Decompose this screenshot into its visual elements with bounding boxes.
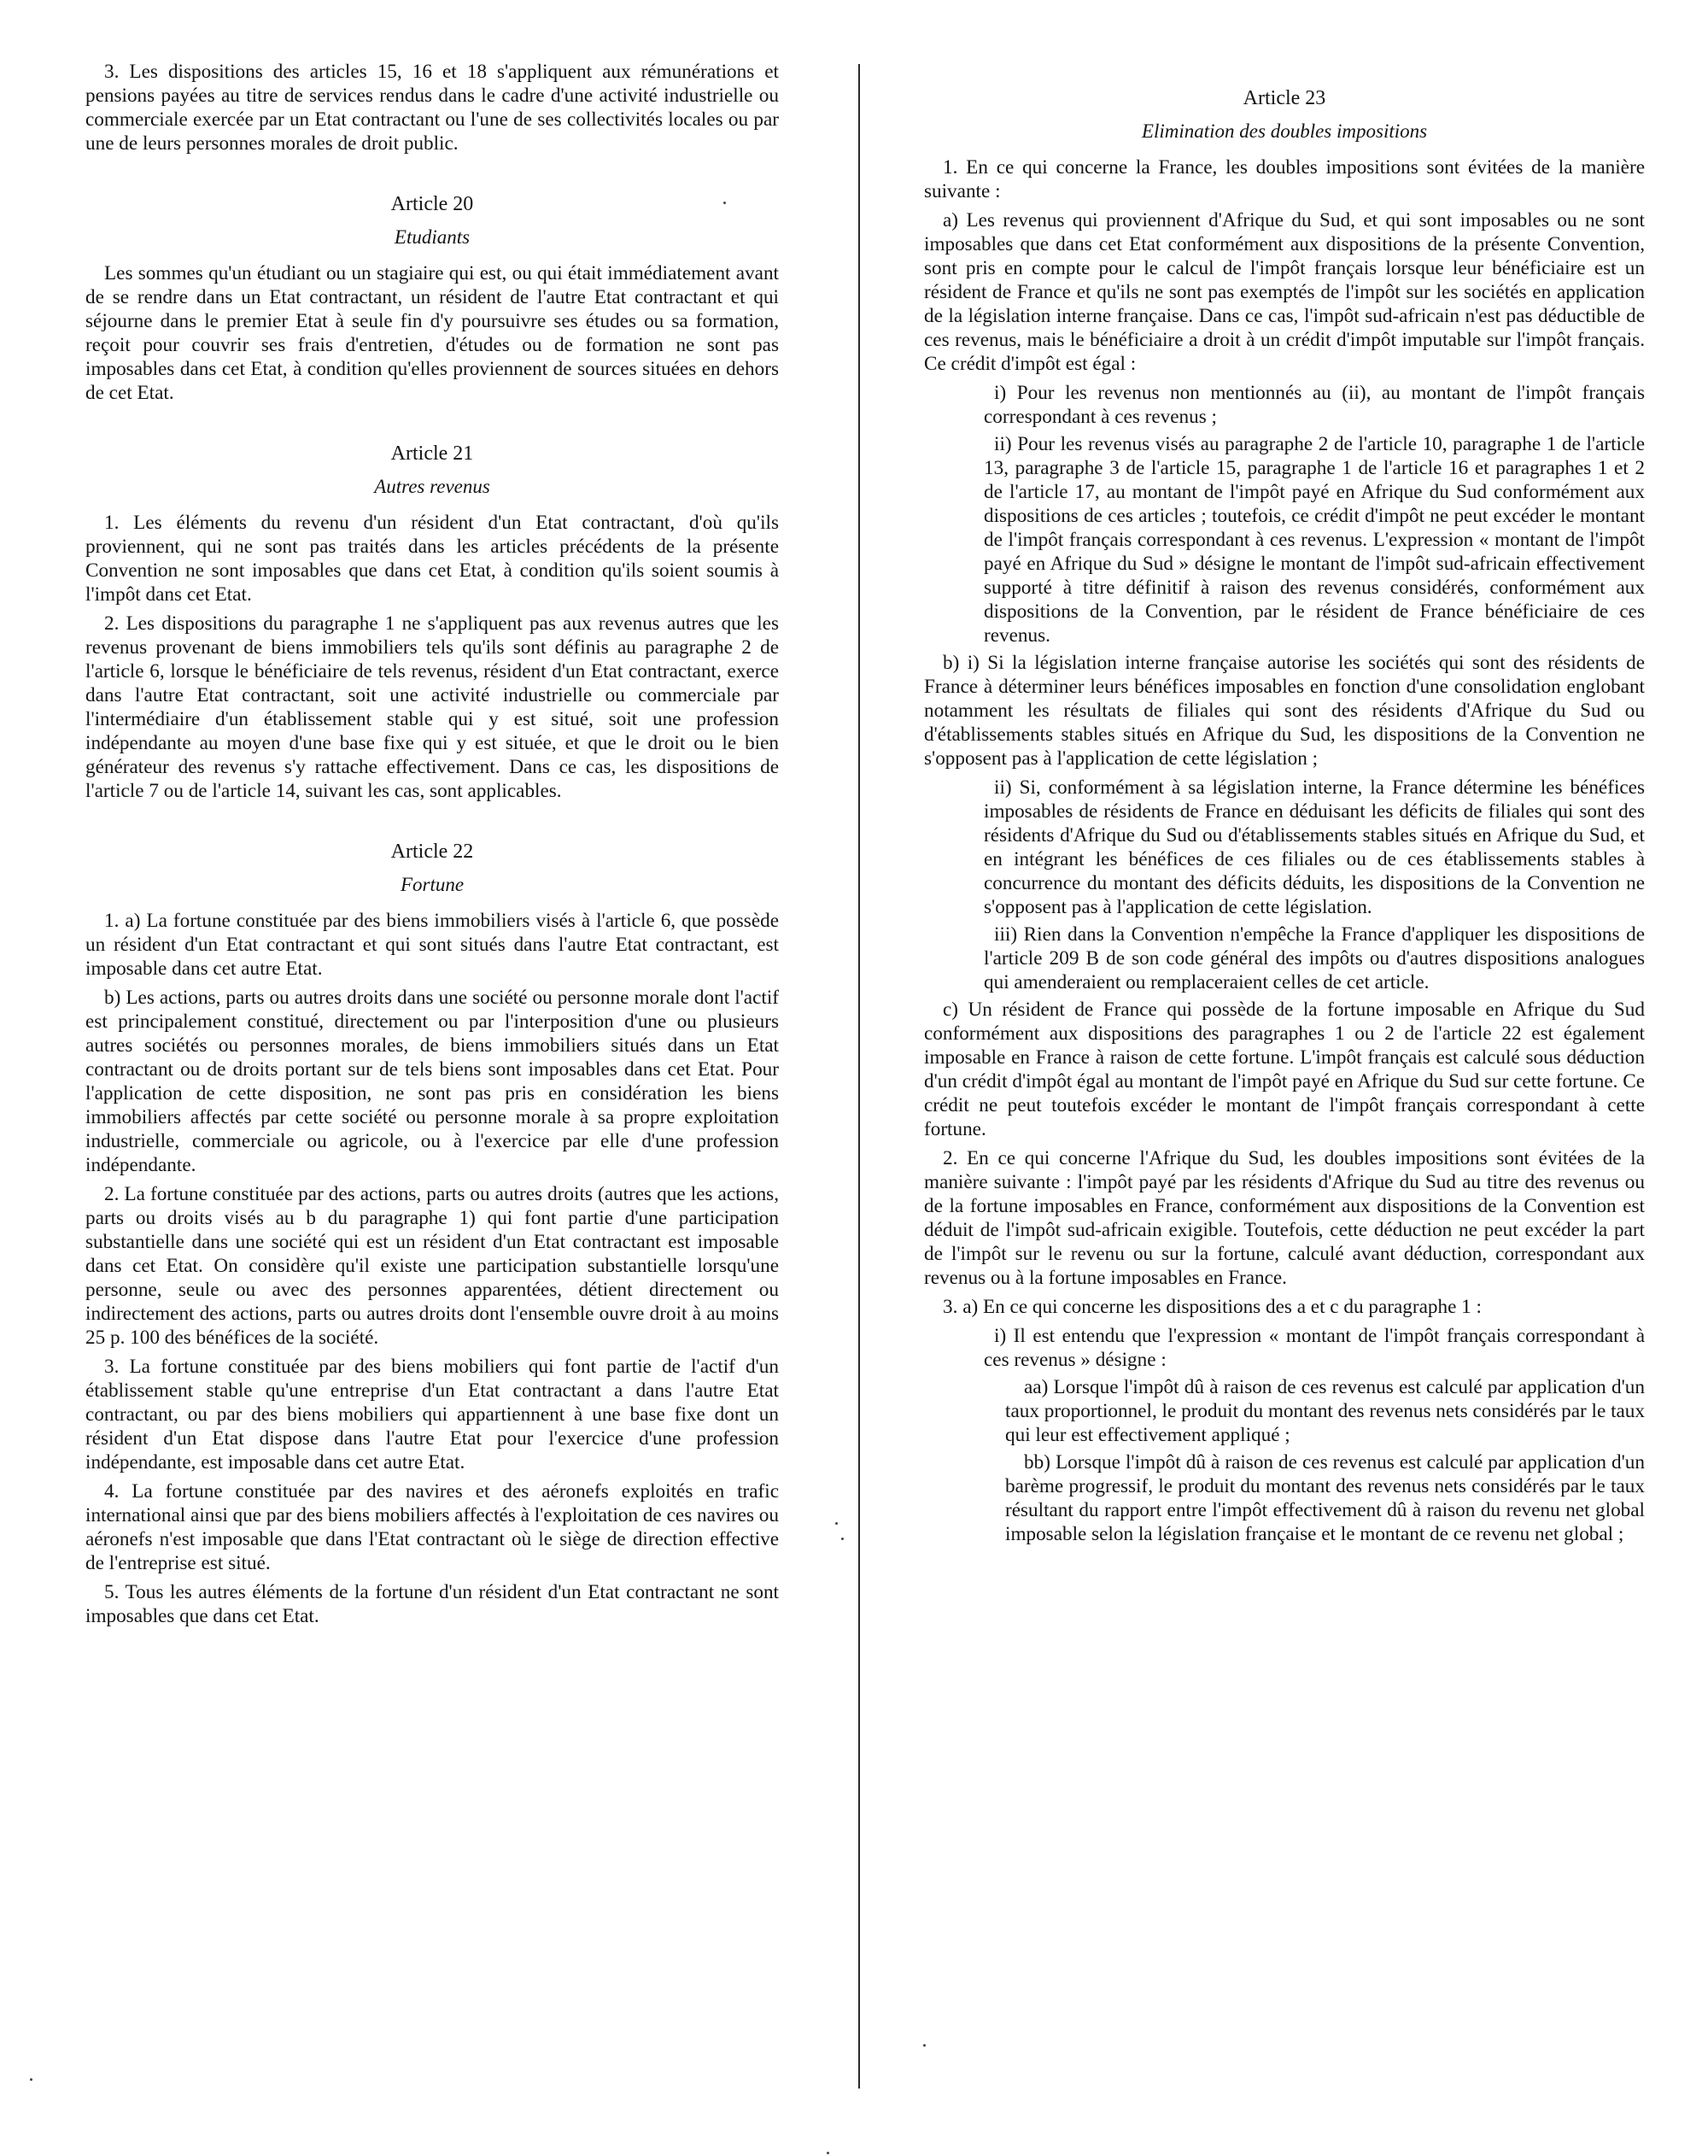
- article-23-paragraph-1c: c) Un résident de France qui possède de la fortune imposable en Afrique du Sud conformément aux dispositions des paragraphes 1 ou 2 de l'article 22 est également imposable en France à raison de cette fortune. L'impôt français est calculé sous déduction d'un crédit d'impôt égal au montant de l'impôt payé en Afrique du Sud sur cette fortune. Ce crédit ne peut toutefois excéder le montant de l'impôt français correspondant à cette fortune.: [924, 999, 1645, 1140]
- article-22-paragraph-1a: 1. a) La fortune constituée par des biens immobiliers visés à l'article 6, que possède un résident d'un Etat contractant et qui sont situés dans l'autre Etat contractant, est imposable dans cet autre Etat.: [85, 910, 779, 980]
- article-23-paragraph-3a-bb: bb) Lorsque l'impôt dû à raison de ces revenus est calculé par application d'un barème progressif, le produit du montant des revenus nets considérés par le taux résultant du rapport entre l'impôt effectivement dû à raison du revenu net global imposable selon la législation française et le montant de ce revenu net global ;: [1005, 1451, 1645, 1545]
- scan-speck: [30, 2078, 32, 2081]
- article-23-paragraph-1: 1. En ce qui concerne la France, les doubles impositions sont évitées de la manière suivante :: [924, 156, 1645, 202]
- scan-speck: [835, 1522, 838, 1525]
- article-23-heading: Article 23: [1243, 87, 1326, 109]
- article-23-paragraph-1a-ii: ii) Pour les revenus visés au paragraphe 2 de l'article 10, paragraphe 1 de l'article 13, paragraphe 3 de l'article 15, paragraphe 1 de l'article 16 et paragraphes 1 et 2 de l'article 17, au montant de l'impôt payé en Afrique du Sud conformément aux dispositions de ces articles ; toutefois, ce crédit d'impôt ne peut excéder le montant de l'impôt français correspondant à ces revenus. L'expression « montant de l'impôt payé en Afrique du Sud » désigne le montant de l'impôt sud-africain effectivement supporté à titre définitif à raison des revenus considérés, conformément aux dispositions de la Convention, par le résident de France bénéficiaire de ces revenus.: [984, 433, 1645, 647]
- right-column: [924, 60, 1645, 1550]
- article-23-paragraph-1b-ii: ii) Si, conformément à sa législation interne, la France détermine les bénéfices imposables de résidents de France en déduisant les déficits de filiales qui sont des résidents d'Afrique du Sud ou d'établissements stables situés en Afrique du Sud, et en intégrant les bénéfices de ces filiales ou de ces établissements stables à concurrence du montant des déficits déduits, les dispositions de la Convention ne s'opposent pas à l'application de cette législation.: [984, 776, 1645, 918]
- article-21-paragraph-1: 1. Les éléments du revenu d'un résident d'un Etat contractant, d'où qu'ils proviennent, qui ne sont pas traités dans les articles précédents de la présente Convention ne sont imposables que dans cet Etat, à condition qu'ils soient soumis à l'impôt dans cet Etat.: [85, 512, 779, 606]
- scan-speck: [827, 2152, 829, 2154]
- article-23-subtitle: Elimination des doubles impositions: [1141, 120, 1428, 142]
- article-20-paragraph: Les sommes qu'un étudiant ou un stagiaire qui est, ou qui était immédiatement avant de se rendre dans un Etat contractant, un résident de l'autre Etat contractant et qui séjourne dans le premier Etat à seule fin d'y poursuivre ses études ou sa formation, reçoit pour couvrir ses frais d'entretien, d'études ou de formation ne sont pas imposables dans cet Etat, à condition qu'elles proviennent de sources situées en dehors de cet Etat.: [85, 262, 779, 404]
- article-22-paragraph-1b: b) Les actions, parts ou autres droits dans une société ou personne morale dont l'actif est principalement constitué, directement ou par l'interposition d'une ou plusieurs autres sociétés ou personnes morales, de biens immobiliers situés dans un Etat contractant ou de droits portant sur de tels biens sont imposables dans cet Etat. Pour l'application de cette disposition, ne sont pas pris en considération les biens immobiliers affectés par cette société ou personne morale à sa propre exploitation industrielle, commerciale ou agricole, ou à l'exercice par elle d'une profession indépendante.: [85, 987, 779, 1176]
- article-23-paragraph-1a-i: i) Pour les revenus non mentionnés au (ii), au montant de l'impôt français correspondant à ces revenus ;: [984, 382, 1645, 428]
- column-divider: [858, 64, 860, 2089]
- article-20-subtitle: Etudiants: [394, 226, 471, 248]
- left-column: [85, 60, 779, 1633]
- article-21-heading: Article 21: [390, 442, 474, 465]
- article-22-paragraph-5: 5. Tous les autres éléments de la fortune d'un résident d'un Etat contractant ne sont imposables que dans cet Etat.: [85, 1581, 779, 1627]
- article-23-paragraph-3a-aa: aa) Lorsque l'impôt dû à raison de ces revenus est calculé par application d'un taux proportionnel, le produit du montant des revenus nets considérés par le taux qui leur est effectivement appliqué ;: [1005, 1376, 1645, 1446]
- article-21-subtitle: Autres revenus: [374, 476, 490, 497]
- article-22-paragraph-4: 4. La fortune constituée par des navires et des aéronefs exploités en trafic international ainsi que par des biens mobiliers affectés à l'exploitation de ces navires ou aéronefs n'est imposable que dans l'Etat contractant où le siège de direction effective de l'entreprise est situé.: [85, 1480, 779, 1574]
- article-20-heading: Article 20: [390, 193, 474, 215]
- article-23-paragraph-1b-i: b) i) Si la législation interne française autorise les sociétés qui sont des résidents de France à déterminer leurs bénéfices imposables en fonction d'une consolidation englobant notamment les résultats de filiales qui sont des résidents d'Afrique du Sud ou d'établissements stables situés en Afrique du Sud, les dispositions de la Convention ne s'opposent pas à l'application de cette législation ;: [924, 652, 1645, 770]
- article-23-paragraph-2: 2. En ce qui concerne l'Afrique du Sud, les doubles impositions sont évitées de la manière suivante : l'impôt payé par les résidents d'Afrique du Sud au titre des revenus ou de la fortune imposables en France, conformément aux dispositions de la Convention est déduit de l'impôt sud-africain exigible. Toutefois, cette déduction ne peut excéder la part de l'impôt sur le revenu ou sur la fortune, calculé avant déduction, correspondant aux revenus ou à la fortune imposables en France.: [924, 1147, 1645, 1289]
- article-21-paragraph-2: 2. Les dispositions du paragraphe 1 ne s'appliquent pas aux revenus autres que les revenus provenant de biens immobiliers tels qu'ils sont définis au paragraphe 2 de l'article 6, lorsque le bénéficiaire de tels revenus, résident d'un Etat contractant, exerce dans l'autre Etat contractant, soit une activité industrielle ou commerciale par l'intermédiaire d'un établissement stable qui y est situé, soit une profession indépendante au moyen d'une base fixe qui y est située, et que le droit ou le bien générateur des revenus s'y rattache effectivement. Dans ce cas, les dispositions de l'article 7 ou de l'article 14, suivant les cas, sont applicables.: [85, 612, 779, 802]
- scan-speck: [923, 2044, 926, 2047]
- article-22-heading: Article 22: [390, 841, 474, 863]
- article-22-paragraph-2: 2. La fortune constituée par des actions, parts ou autres droits (autres que les actions, parts ou droits visés au b du paragraphe 1) qui font partie d'une participation substantielle dans une société qui est un résident d'un Etat contractant est imposable dans cet Etat. On considère qu'il existe une participation substantielle lorsqu'une personne, seule ou avec des personnes apparentées, détient directement ou indirectement des actions, parts ou autres droits dont l'ensemble ouvre droit à au moins 25 p. 100 des bénéfices de la société.: [85, 1183, 779, 1349]
- article-19-paragraph-3: 3. Les dispositions des articles 15, 16 et 18 s'appliquent aux rémunérations et pensions payées au titre de services rendus dans le cadre d'une activité industrielle ou commerciale exercée par un Etat contractant ou l'une de ses collectivités locales ou par une de leurs personnes morales de droit public.: [85, 61, 779, 155]
- article-23-paragraph-1b-iii: iii) Rien dans la Convention n'empêche la France d'appliquer les dispositions de l'article 209 B de son code général des impôts ou d'autres dispositions analogues qui amenderaient ou remplaceraient celles de cet article.: [984, 923, 1645, 993]
- scan-speck: [723, 202, 726, 204]
- scan-speck: [841, 1538, 844, 1540]
- article-23-paragraph-3a: 3. a) En ce qui concerne les dispositions des a et c du paragraphe 1 :: [943, 1296, 1482, 1318]
- article-23-paragraph-1a: a) Les revenus qui proviennent d'Afrique du Sud, et qui sont imposables ou ne sont imposables que dans cet Etat conformément aux dispositions de la présente Convention, sont pris en compte pour le calcul de l'impôt français lorsque leur bénéficiaire est un résident de France et qu'ils ne sont pas exemptés de l'impôt sur les sociétés en application de la législation interne française. Dans ce cas, l'impôt sud-africain n'est pas déductible de ces revenus, mais le bénéficiaire a droit à un crédit d'impôt imputable sur l'impôt français. Ce crédit d'impôt est égal :: [924, 209, 1645, 375]
- article-22-paragraph-3: 3. La fortune constituée par des biens mobiliers qui font partie de l'actif d'un établissement stable qu'une entreprise d'un Etat contractant a dans l'autre Etat contractant, ou par des biens mobiliers qui appartiennent à une base fixe dont un résident d'un Etat dispose dans l'autre Etat pour l'exercice d'une profession indépendante, est imposable dans cet autre Etat.: [85, 1356, 779, 1473]
- article-23-paragraph-3a-i: i) Il est entendu que l'expression « montant de l'impôt français correspondant à ces revenus » désigne :: [984, 1325, 1645, 1371]
- article-22-subtitle: Fortune: [400, 874, 465, 895]
